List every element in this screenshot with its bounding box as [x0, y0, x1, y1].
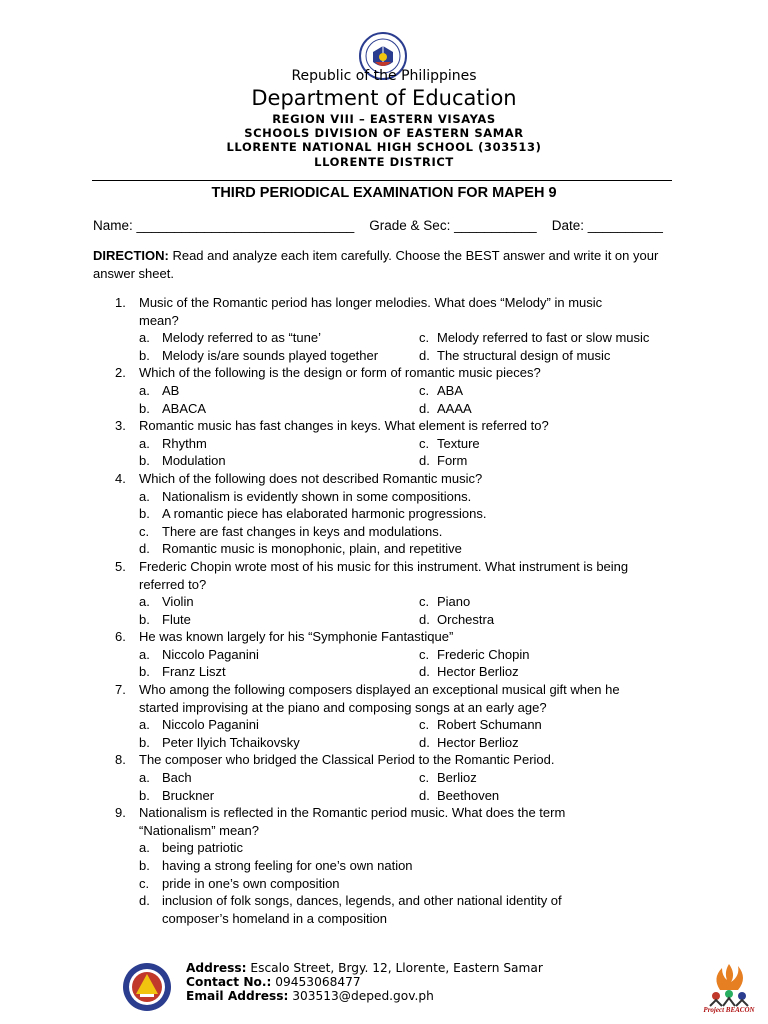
option-letter: a. [139, 646, 150, 662]
option-row [93, 892, 683, 910]
question-text: Who among the following composers displayed an exceptional musical gift when he [139, 682, 620, 698]
direction-label: DIRECTION: [93, 248, 169, 263]
option-letter: d. [419, 611, 430, 627]
option-letter: c. [139, 875, 150, 891]
option-letter: b. [139, 347, 150, 363]
question-number: 5. [115, 558, 126, 574]
question-number: 7. [115, 682, 126, 698]
option-text: Franz Liszt [162, 664, 226, 680]
option-row [93, 646, 683, 664]
option-letter: a. [139, 330, 150, 346]
name-blank[interactable]: _____________________________ [136, 218, 355, 233]
option-text: Hector Berlioz [437, 734, 519, 750]
email-text[interactable]: 303513@deped.gov.ph [288, 989, 434, 1004]
option-row [93, 452, 683, 470]
option-letter: b. [139, 858, 150, 873]
option-letter: a. [139, 382, 150, 398]
option-letter: a. [139, 717, 150, 733]
option-row [93, 787, 683, 805]
option-text: ABA [437, 382, 464, 398]
question-row [93, 364, 683, 382]
question-continuation [93, 699, 683, 717]
option-letter: a. [139, 840, 150, 856]
school-logo [122, 962, 172, 1012]
question-row [93, 751, 683, 769]
question-text: Which of the following does not described Romantic music? [139, 470, 483, 486]
question-text: started improvising at the piano and composing songs at an early age? [139, 699, 547, 715]
option-text: There are fast changes in keys and modulations. [162, 523, 443, 539]
question-continuation [93, 822, 683, 840]
option-text: Peter Ilyich Tchaikovsky [162, 734, 300, 750]
date-blank[interactable]: __________ [587, 218, 663, 233]
option-letter: d. [419, 347, 430, 363]
question-number: 9. [115, 805, 126, 821]
contact-text: 09453068477 [271, 975, 361, 990]
option-letter: b. [139, 453, 150, 469]
option-letter: a. [139, 435, 150, 451]
option-text: Berlioz [437, 770, 477, 786]
direction-text: Read and analyze each item carefully. Choose the BEST answer and write it on your answer sheet. [93, 248, 659, 281]
option-text: Nationalism is evidently shown in some compositions. [162, 488, 472, 504]
option-text: Hector Berlioz [437, 664, 519, 680]
option-letter: d. [139, 541, 150, 557]
department-heading: Department of Education [251, 86, 517, 110]
option-text: AB [162, 382, 180, 398]
address-label: Address: [186, 961, 247, 975]
header-divider [92, 180, 672, 181]
option-text: Piano [437, 594, 471, 610]
option-row [93, 329, 683, 347]
option-row [93, 839, 683, 857]
option-text: Romantic music is monophonic, plain, and repetitive [162, 541, 462, 557]
option-letter: c. [419, 770, 430, 786]
question-text: Romantic music has fast changes in keys. What element is referred to? [139, 418, 549, 434]
question-number: 8. [115, 752, 126, 768]
option-letter: c. [419, 330, 430, 346]
option-text: Melody referred to as “tune’ [162, 330, 321, 346]
option-text: Bach [162, 770, 192, 786]
direction-paragraph [93, 247, 678, 282]
option-continuation [93, 910, 683, 928]
option-letter: a. [139, 770, 150, 786]
question-text: Nationalism is reflected in the Romantic period music. What does the term [139, 805, 566, 821]
footer-contact [186, 961, 543, 1004]
option-row [93, 347, 683, 365]
option-letter: d. [419, 734, 430, 750]
option-text: having a strong feeling for one’s own nation [162, 858, 413, 873]
student-info-line [93, 218, 663, 233]
project-beacon-label: Project BEACON [703, 1006, 755, 1014]
grade-label: Grade & Sec: [369, 218, 451, 233]
question-text: He was known largely for his “Symphonie Fantastique” [139, 629, 454, 645]
question-text: Music of the Romantic period has longer melodies. What does “Melody” in music [139, 295, 603, 310]
option-text: Modulation [162, 453, 226, 469]
question-text: The composer who bridged the Classical Period to the Romantic Period. [139, 752, 555, 768]
question-number: 4. [115, 470, 126, 486]
option-letter: b. [139, 506, 150, 522]
option-letter: b. [139, 664, 150, 680]
district-heading: LLORENTE DISTRICT [314, 155, 454, 169]
option-row [93, 593, 683, 611]
question-text: Which of the following is the design or form of romantic music pieces? [139, 365, 541, 381]
contact-label: Contact No.: [186, 975, 272, 990]
question-text: referred to? [139, 576, 207, 592]
option-text: inclusion of folk songs, dances, legends, and other national identity of [162, 893, 562, 909]
option-text: being patriotic [162, 840, 243, 856]
option-text: Flute [162, 611, 191, 627]
question-row [93, 558, 683, 576]
option-row [93, 505, 683, 523]
question-number: 6. [115, 629, 126, 645]
option-letter: d. [139, 893, 150, 909]
option-row [93, 523, 683, 541]
option-text: Orchestra [437, 611, 495, 627]
option-row [93, 875, 683, 893]
option-text: Texture [437, 435, 480, 451]
question-row [93, 417, 683, 435]
question-text: mean? [139, 312, 179, 328]
question-text: “Nationalism” mean? [139, 822, 259, 838]
question-number: 2. [115, 365, 126, 381]
question-row [93, 804, 683, 822]
option-text: ABACA [162, 400, 207, 416]
option-row [93, 400, 683, 418]
option-text: pride in one’s own composition [162, 875, 340, 891]
option-letter: b. [139, 400, 150, 416]
option-letter: c. [419, 646, 430, 662]
option-letter: d. [419, 664, 430, 680]
option-letter: c. [419, 594, 430, 610]
address-text: Escalo Street, Brgy. 12, Llorente, Eastern Samar [246, 961, 543, 975]
option-row [93, 488, 683, 506]
option-row [93, 769, 683, 787]
option-text: Rhythm [162, 435, 207, 451]
option-letter: d. [419, 453, 430, 469]
option-letter: c. [419, 717, 430, 733]
option-text: composer’s homeland in a composition [162, 910, 387, 926]
school-heading: LLORENTE NATIONAL HIGH SCHOOL (303513) [226, 140, 542, 154]
option-letter: b. [139, 787, 150, 803]
option-text: Melody is/are sounds played together [162, 347, 379, 363]
question-row [93, 294, 683, 312]
question-row [93, 628, 683, 646]
option-letter: c. [139, 523, 150, 539]
option-text: Niccolo Paganini [162, 646, 259, 662]
option-letter: b. [139, 611, 150, 627]
option-letter: b. [139, 734, 150, 750]
option-text: The structural design of music [437, 347, 611, 363]
question-continuation [93, 576, 683, 594]
option-text: Frederic Chopin [437, 646, 530, 662]
question-number: 1. [115, 295, 126, 310]
email-label: Email Address: [186, 989, 289, 1004]
option-letter: a. [139, 594, 150, 610]
division-heading: SCHOOLS DIVISION OF EASTERN SAMAR [244, 126, 524, 140]
option-text: Beethoven [437, 787, 500, 803]
option-text: AAAA [437, 400, 472, 416]
date-label: Date: [551, 218, 584, 233]
question-number: 3. [115, 418, 126, 434]
grade-blank[interactable]: ___________ [454, 218, 537, 233]
region-heading: REGION VIII – EASTERN VISAYAS [272, 112, 496, 126]
option-text: Violin [162, 594, 194, 610]
option-text: Form [437, 453, 468, 469]
option-text: A romantic piece has elaborated harmonic progressions. [162, 506, 487, 522]
option-text: Robert Schumann [437, 717, 542, 733]
option-letter: c. [419, 435, 430, 451]
exam-title: THIRD PERIODICAL EXAMINATION FOR MAPEH 9 [211, 185, 557, 201]
option-row [93, 611, 683, 629]
option-text: Niccolo Paganini [162, 717, 259, 733]
option-row [93, 540, 683, 558]
question-text: Frederic Chopin wrote most of his music for this instrument. What instrument is being [139, 558, 629, 574]
option-row [93, 716, 683, 734]
name-label: Name: [93, 218, 133, 233]
option-text: Bruckner [162, 787, 215, 803]
question-list [93, 294, 683, 927]
option-row [93, 734, 683, 752]
option-text: Melody referred to fast or slow music [437, 330, 650, 346]
option-row [93, 857, 683, 875]
option-letter: d. [419, 400, 430, 416]
option-letter: a. [139, 488, 150, 504]
option-row [93, 382, 683, 400]
question-row [93, 470, 683, 488]
option-letter: d. [419, 787, 430, 803]
option-letter: c. [419, 382, 430, 398]
option-row [93, 663, 683, 681]
republic-heading: Republic of the Philippines [291, 68, 477, 84]
question-continuation [93, 312, 683, 330]
question-row [93, 681, 683, 699]
option-row [93, 435, 683, 453]
